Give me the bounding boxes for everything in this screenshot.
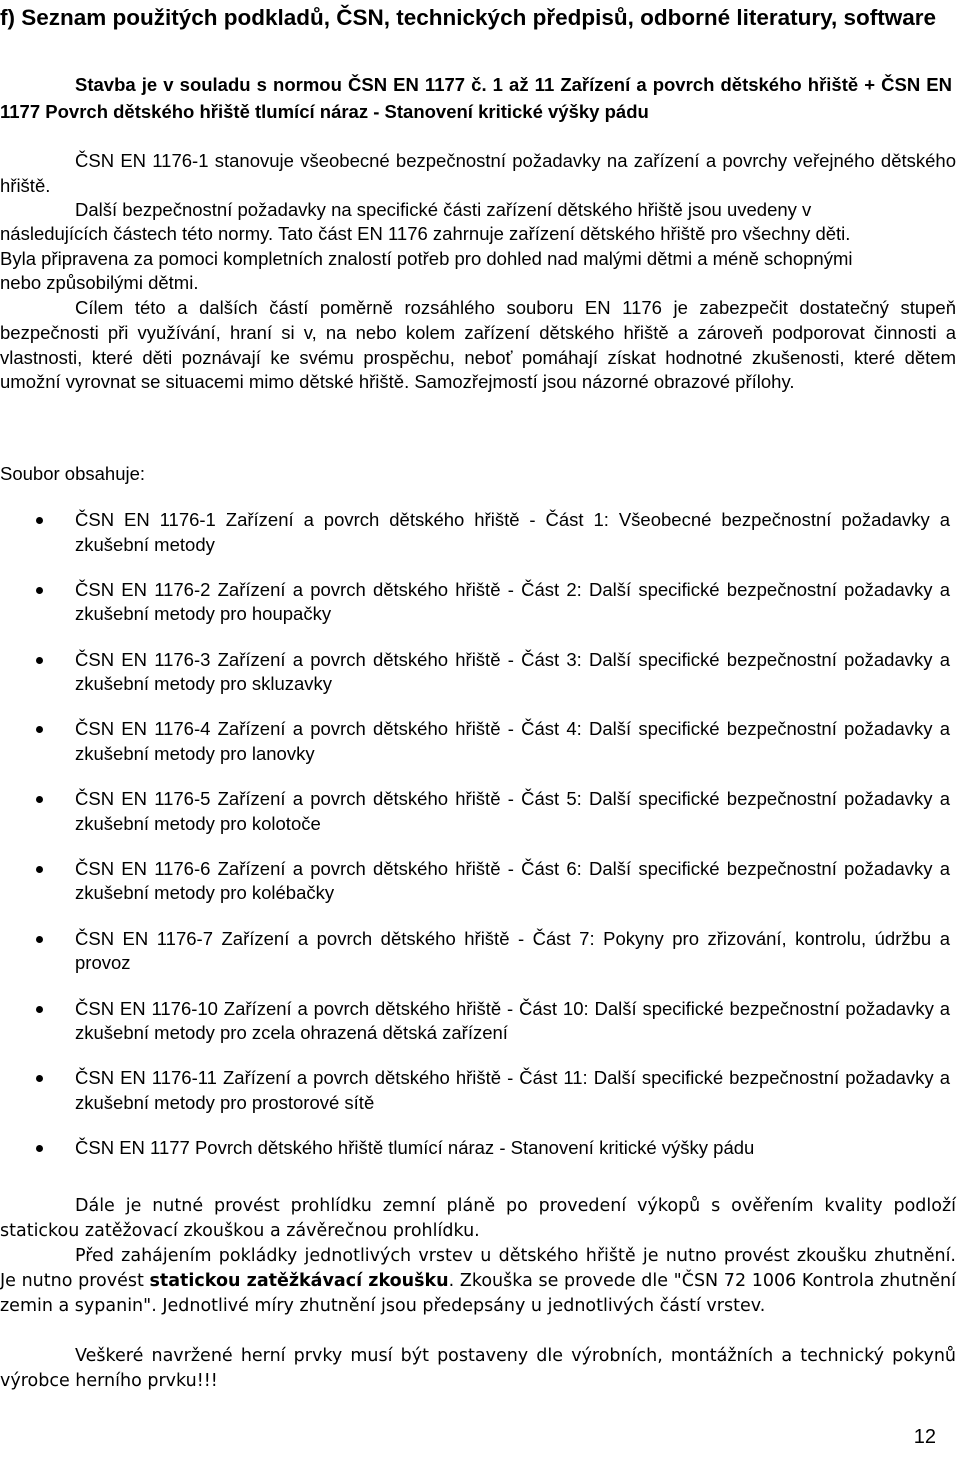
list-item	[0, 927, 950, 976]
list-item-text: ČSN EN 1177 Povrch dětského hřiště tlumící náraz - Stanovení kritické výšky pádu	[75, 1137, 755, 1159]
bullet-icon	[36, 796, 43, 803]
paragraph-line: následujících částech této normy. Tato část EN 1176 zahrnuje zařízení dětského hřiště pro všechny děti.	[0, 223, 851, 245]
paragraph-line: Byla připravena za pomoci kompletních znalostí potřeb pro dohled nad malými dětmi a méně schopnými	[0, 247, 853, 269]
paragraph-manufacturer-instructions: Veškeré navržené herní prvky musí být postaveny dle výrobních, montážních a technický pokynů výrobce herního prvku!!!	[0, 1346, 956, 1391]
list-item-text: ČSN EN 1176-5 Zařízení a povrch dětského hřiště - Část 5: Další specifické bezpečnostní požadavky a zkušební metody pro kolotoče	[75, 788, 950, 834]
standards-list	[0, 508, 950, 1181]
paragraph-line: nebo způsobilými dětmi.	[0, 271, 199, 293]
compaction-text-start: Před zahájením pokládky jednotlivých vrstev u dětského hřiště je nutno provést zkoušku zhutnění. Je nutno provést	[0, 1246, 956, 1291]
compaction-test-emphasis: statickou zatěžkávací zkoušku	[149, 1271, 449, 1291]
list-item-text: ČSN EN 1176-3 Zařízení a povrch dětského hřiště - Část 3: Další specifické bezpečnostní požadavky a zkušební metody pro skluzavky	[75, 648, 950, 695]
standards-statement: Stavba je v souladu s normou ČSN EN 1177 č. 1 až 11 Zařízení a povrch dětského hřiště + ČSN EN 1177 Povrch dětského hřiště tlumící náraz - Stanovení kritické výšky pádu	[0, 74, 952, 122]
bullet-icon	[36, 657, 43, 664]
list-item-text: ČSN EN 1176-6 Zařízení a povrch dětského hřiště - Část 6: Další specifické bezpečnostní požadavky a zkušební metody pro kolébačky	[75, 857, 950, 904]
page-number: 12	[913, 1426, 936, 1448]
list-item-text: ČSN EN 1176-2 Zařízení a povrch dětského hřiště - Část 2: Další specifické bezpečnostní požadavky a zkušební metody pro houpačky	[75, 578, 950, 625]
list-item	[0, 508, 950, 557]
paragraph-line-text: Další bezpečnostní požadavky na specifické části zařízení dětského hřiště jsou uvedeny v	[75, 199, 812, 220]
list-item-text: ČSN EN 1176-11 Zařízení a povrch dětského hřiště - Část 11: Další specifické bezpečnostní požadavky a zkušební metody pro prostorové sítě	[75, 1067, 950, 1113]
paragraph-line	[0, 198, 956, 222]
paragraph-purpose: Cílem této a dalších částí poměrně rozsáhlého souboru EN 1176 je zabezpečit dostatečný stupeň bezpečnosti při využívání, hraní si v, na nebo kolem zařízení dětského hřiště a zároveň podporovat činnosti a vlastnosti, které děti poznávají ke svému prospěchu, neboť pomáhají získat hodnotné zkušenosti, které dětem umožní vyrovnat se situacemi mimo dětské hřiště. Samozřejmostí jsou názorné obrazové přílohy.	[0, 297, 956, 393]
list-item	[0, 1136, 950, 1161]
list-item	[0, 648, 950, 697]
list-item	[0, 717, 950, 766]
paragraph-specific-parts	[0, 198, 956, 295]
bullet-icon	[36, 866, 43, 873]
list-item	[0, 997, 950, 1046]
list-item-text: ČSN EN 1176-10 Zařízení a povrch dětského hřiště - Část 10: Další specifické bezpečnostní požadavky a zkušební metody pro zcela ohrazená dětská zařízení	[75, 997, 950, 1044]
bullet-icon	[36, 1145, 43, 1152]
list-item	[0, 1066, 950, 1115]
paragraph-general-requirements: ČSN EN 1176-1 stanovuje všeobecné bezpečnostní požadavky na zařízení a povrchy veřejného dětského hřiště.	[0, 150, 956, 196]
list-heading: Soubor obsahuje:	[0, 463, 146, 484]
list-item	[0, 857, 950, 906]
list-item-text: ČSN EN 1176-4 Zařízení a povrch dětského hřiště - Část 4: Další specifické bezpečnostní požadavky a zkušební metody pro lanovky	[75, 718, 950, 764]
bullet-icon	[36, 936, 43, 943]
list-item	[0, 578, 950, 627]
bullet-icon	[36, 1075, 43, 1082]
paragraph-compaction-test	[0, 1244, 956, 1319]
bullet-icon	[36, 587, 43, 594]
compaction-text-end: . Zkouška se provede dle "ČSN 72 1006 Kontrola zhutnění zemin a sypanin". Jednotlivé míry zhutnění jsou předepsány u jednotlivých částí vrstev.	[0, 1271, 956, 1316]
paragraph-inspection: Dále je nutné provést prohlídku zemní pláně po provedení výkopů s ověřením kvality podloží statickou zatěžovací zkouškou a závěrečnou prohlídku.	[0, 1196, 956, 1241]
bullet-icon	[36, 726, 43, 733]
section-heading: f) Seznam použitých podkladů, ČSN, technických předpisů, odborné literatury, software	[0, 5, 936, 30]
bullet-icon	[36, 1006, 43, 1013]
list-item	[0, 787, 950, 836]
list-item-text: ČSN EN 1176-1 Zařízení a povrch dětského hřiště - Část 1: Všeobecné bezpečnostní požadavky a zkušební metody	[75, 509, 950, 555]
bullet-icon	[36, 517, 43, 524]
list-item-text: ČSN EN 1176-7 Zařízení a povrch dětského hřiště - Část 7: Pokyny pro zřizování, kontrolu, údržbu a provoz	[75, 927, 950, 974]
